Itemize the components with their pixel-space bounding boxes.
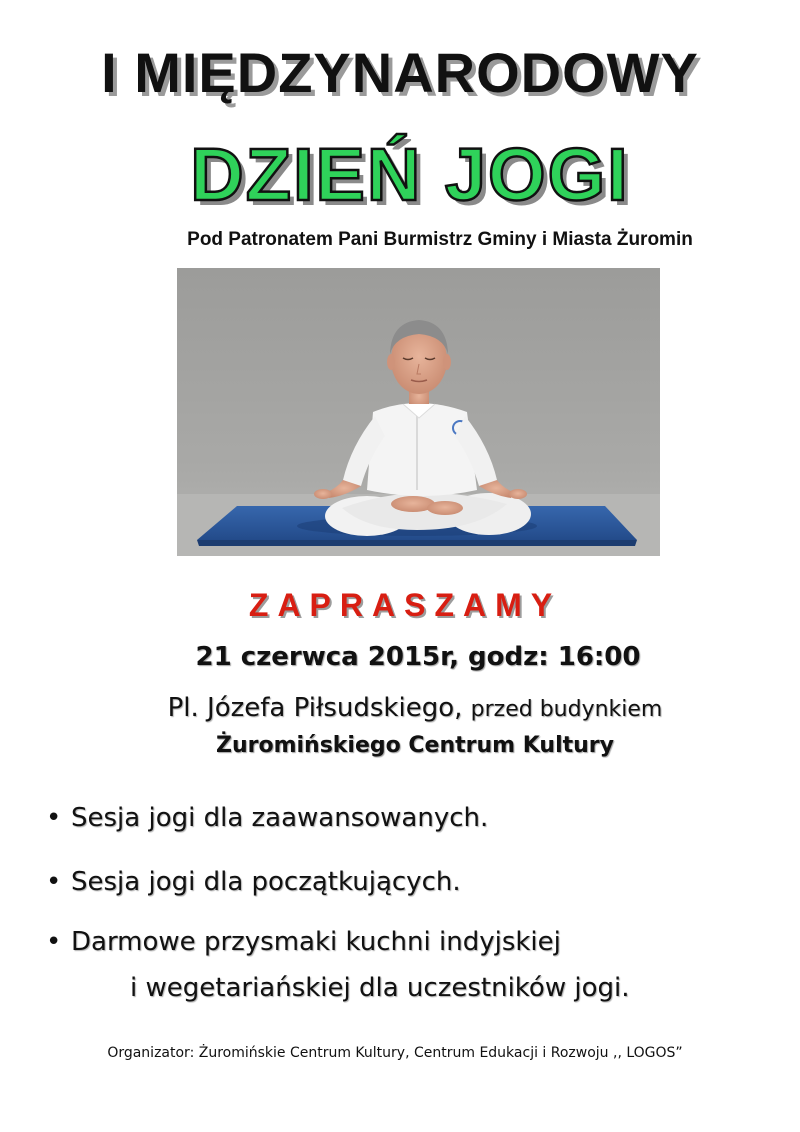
bullet-icon: • <box>46 927 62 957</box>
title-line-2: DZIEŃ JOGI <box>190 133 630 216</box>
yoga-photo <box>177 268 660 556</box>
event-place <box>0 688 800 730</box>
event-date: 21 czerwca 2015r, godz: 16:00 <box>195 642 641 672</box>
right-hand <box>509 489 527 499</box>
list-item: Sesja jogi dla początkujących. <box>71 867 461 897</box>
list-item: Darmowe przysmaki kuchni indyjskiej <box>71 927 561 957</box>
bullet-icon: • <box>46 803 62 833</box>
organizer-footer: Organizator: Żuromińskie Centrum Kultury, Centrum Edukacji i Rozwoju ,, LOGOS” <box>107 1045 683 1061</box>
left-hand <box>314 489 332 499</box>
list-item-continuation: i wegetariańskiej dla uczestników jogi. <box>130 973 630 1003</box>
place-name: Pl. Józefa Piłsudskiego, <box>167 693 463 723</box>
list-item: Sesja jogi dla zaawansowanych. <box>71 803 489 833</box>
venue-name: Żuromińskiego Centrum Kultury <box>216 733 614 758</box>
title-line-1: I MIĘDZYNARODOWY <box>101 41 699 104</box>
place-suffix: przed budynkiem <box>470 697 663 722</box>
patronage-line: Pod Patronatem Pani Burmistrz Gminy i Miasta Żuromin <box>187 229 693 250</box>
invite-heading: ZAPRASZAMY <box>248 587 562 623</box>
yoga-illustration <box>177 268 660 556</box>
torso <box>367 403 477 496</box>
bullet-icon: • <box>46 867 62 897</box>
